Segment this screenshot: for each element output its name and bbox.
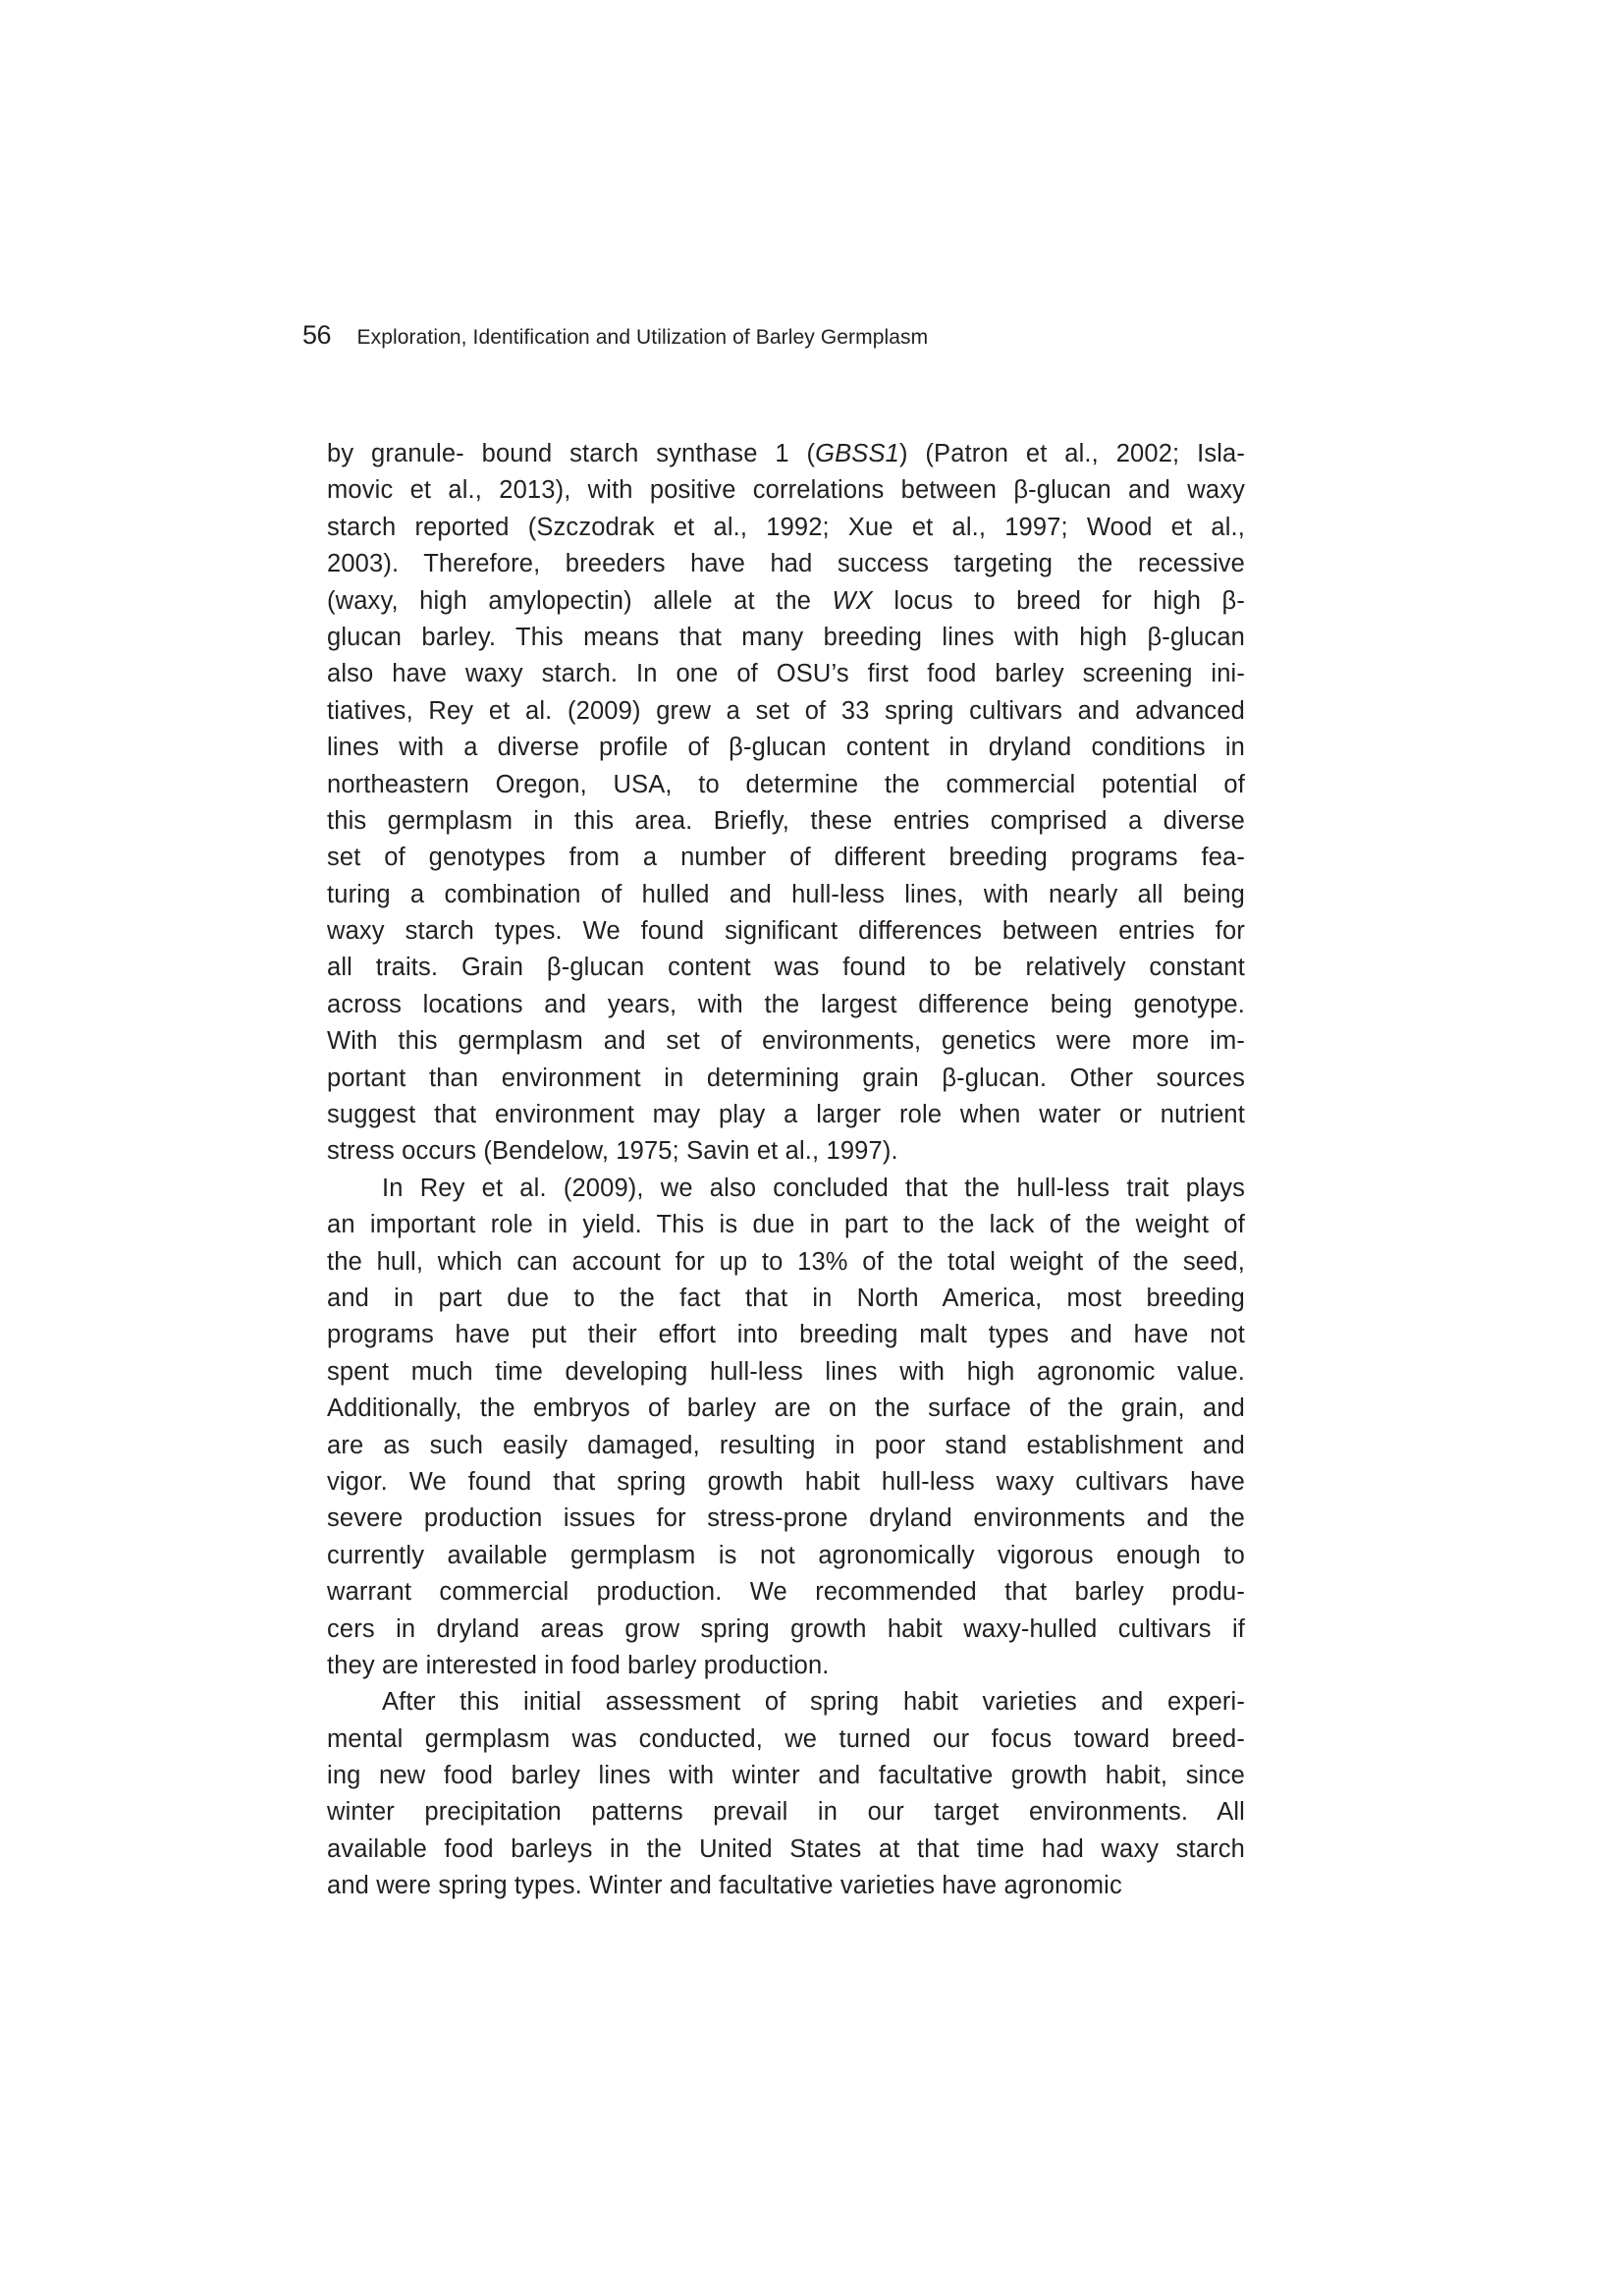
text-line: the hull, which can account for up to 13% of the total weight of the seed, (327, 1247, 1245, 1276)
text-line: mental germplasm was conducted, we turned our focus toward breed- (327, 1724, 1245, 1753)
text-line: and were spring types. Winter and facultative varieties have agronomic (327, 1872, 1122, 1900)
text-line: turing a combination of hulled and hull-less lines, with nearly all being (327, 880, 1245, 908)
running-head (302, 320, 928, 351)
text-line: winter precipitation patterns prevail in our target environments. All (327, 1798, 1245, 1827)
text-line: they are interested in food barley production. (327, 1651, 830, 1679)
text-line: cers in dryland areas grow spring growth habit waxy-hulled cultivars if (327, 1614, 1245, 1643)
text-line: lines with a diverse profile of β-glucan content in dryland conditions in (327, 734, 1245, 762)
text-line: northeastern Oregon, USA, to determine the commercial potential of (327, 770, 1245, 798)
text-line: currently available germplasm is not agronomically vigorous enough to (327, 1541, 1245, 1569)
body-text (327, 436, 1245, 1905)
text-line: glucan barley. This means that many breeding lines with high β-glucan (327, 623, 1245, 651)
text-line: portant than environment in determining grain β-glucan. Other sources (327, 1064, 1245, 1092)
paragraph (327, 436, 1245, 1171)
text-line: all traits. Grain β-glucan content was found to be relatively constant (327, 954, 1245, 982)
text-line: waxy starch types. We found significant differences between entries for (327, 917, 1245, 946)
text-line: tiatives, Rey et al. (2009) grew a set of 33 spring cultivars and advanced (327, 696, 1245, 725)
text-line: warrant commercial production. We recommended that barley produ- (327, 1578, 1245, 1607)
text-line: In Rey et al. (2009), we also concluded that the hull-less trait plays (382, 1174, 1245, 1202)
text-line: starch reported (Szczodrak et al., 1992; Xue et al., 1997; Wood et al., (327, 513, 1245, 541)
paragraph (327, 1171, 1245, 1684)
text-line: are as such easily damaged, resulting in poor stand establishment and (327, 1431, 1245, 1459)
text-line: an important role in yield. This is due in part to the lack of the weight of (327, 1211, 1245, 1239)
text-line: stress occurs (Bendelow, 1975; Savin et al., 1997). (327, 1137, 898, 1166)
text-line: vigor. We found that spring growth habit hull-less waxy cultivars have (327, 1467, 1245, 1496)
text-line: by granule- bound starch synthase 1 (GBSS1) (Patron et al., 2002; Isla- (327, 440, 1245, 467)
text-line: suggest that environment may play a larger role when water or nutrient (327, 1101, 1245, 1129)
text-line: also have waxy starch. In one of OSU’s first food barley screening ini- (327, 660, 1245, 688)
text-line: programs have put their effort into breeding malt types and have not (327, 1321, 1245, 1349)
text-line: After this initial assessment of spring habit varieties and experi- (382, 1688, 1245, 1717)
text-line: (waxy, high amylopectin) allele at the WX locus to breed for high β- (327, 586, 1245, 615)
paragraph (327, 1684, 1245, 1904)
text-line: and in part due to the fact that in North America, most breeding (327, 1284, 1245, 1312)
text-line: severe production issues for stress-prone dryland environments and the (327, 1504, 1245, 1533)
text-line: available food barleys in the United States at that time had waxy starch (327, 1834, 1245, 1863)
text-line: spent much time developing hull-less lines with high agronomic value. (327, 1357, 1245, 1386)
text-line: With this germplasm and set of environments, genetics were more im- (327, 1027, 1245, 1056)
text-line: across locations and years, with the largest difference being genotype. (327, 990, 1245, 1018)
text-line: this germplasm in this area. Briefly, these entries comprised a diverse (327, 806, 1245, 835)
page-number: 56 (302, 320, 332, 350)
text-line: movic et al., 2013), with positive correlations between β-glucan and waxy (327, 476, 1245, 505)
text-line: 2003). Therefore, breeders have had success targeting the recessive (327, 550, 1245, 578)
text-line: ing new food barley lines with winter and facultative growth habit, since (327, 1762, 1245, 1790)
book-title: Exploration, Identification and Utilization of Barley Germplasm (356, 326, 929, 349)
text-line: set of genotypes from a number of different breeding programs fea- (327, 844, 1245, 872)
text-line: Additionally, the embryos of barley are on the surface of the grain, and (327, 1394, 1245, 1423)
